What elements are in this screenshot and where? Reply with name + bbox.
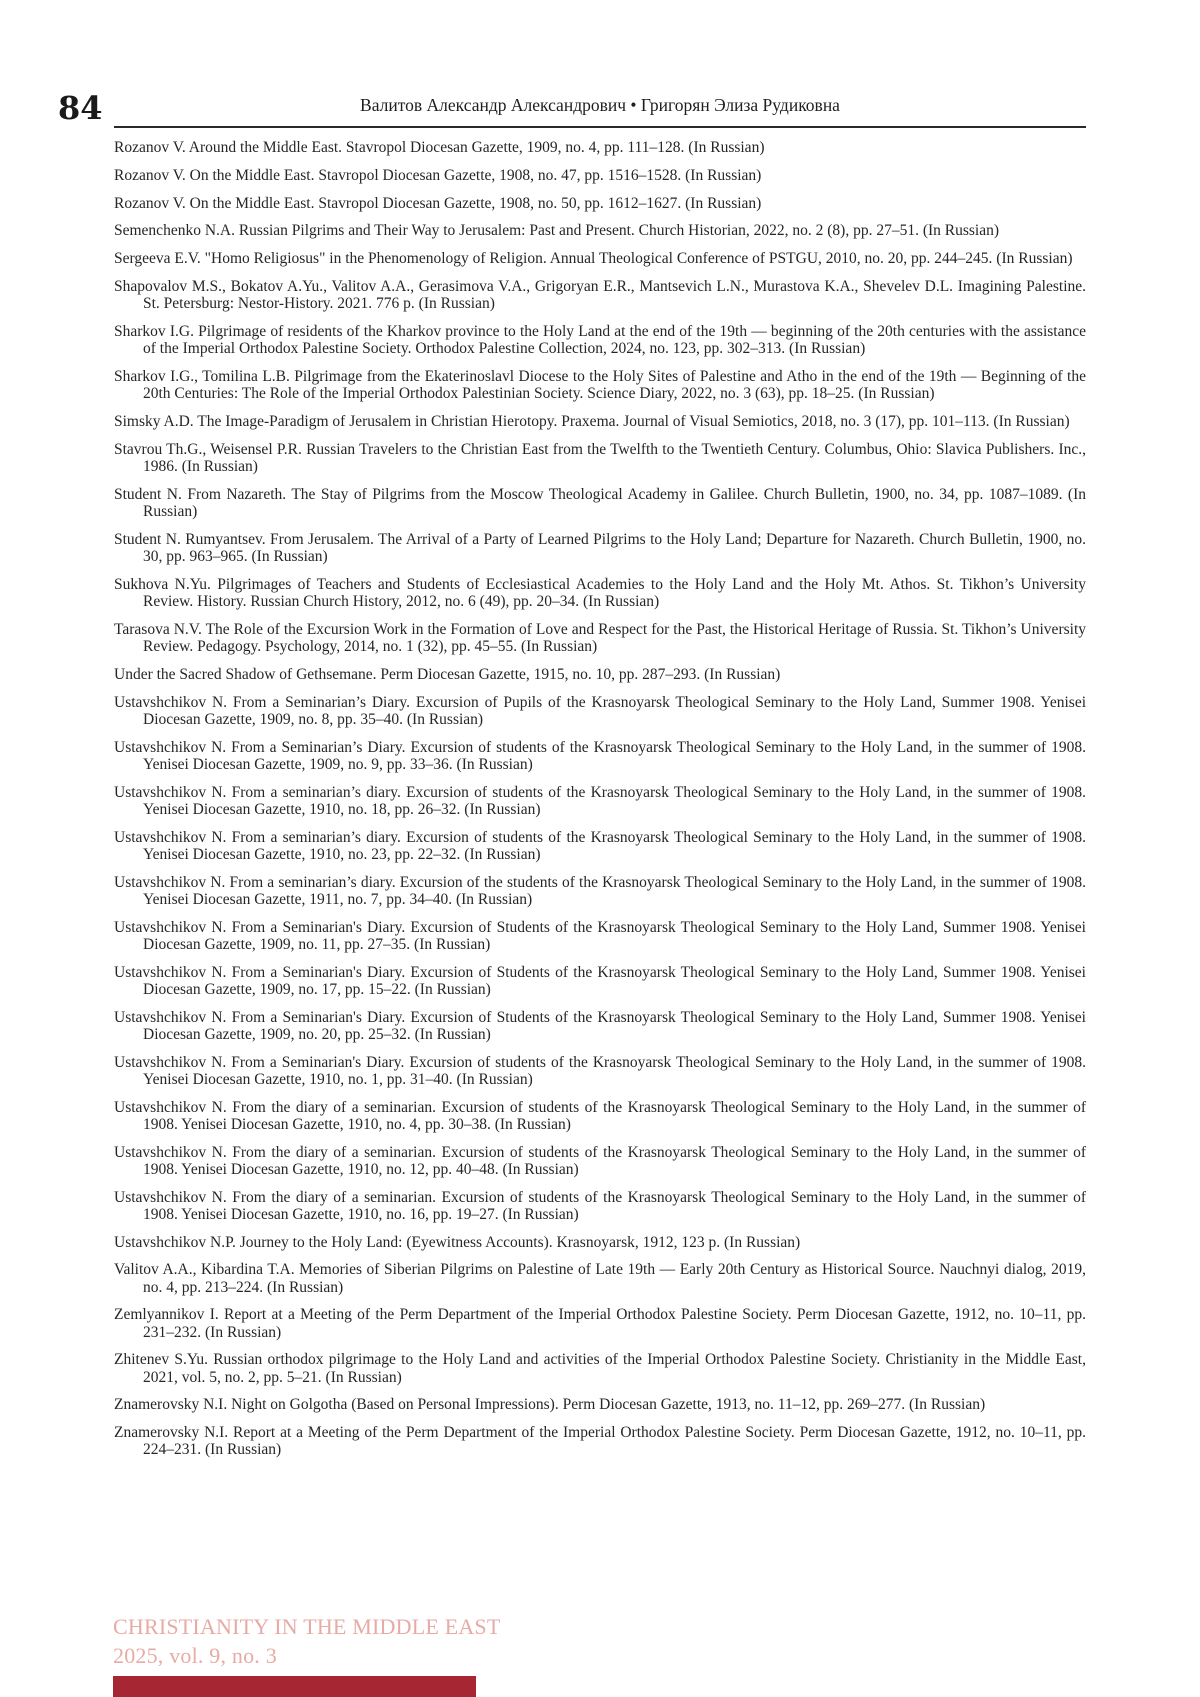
reference-list xyxy=(114,139,1086,1469)
reference-item: Ustavshchikov N. From a Seminarian's Diary. Excursion of Students of the Krasnoyarsk Theological Seminary to the Holy Land, Summer 1908. Yenisei Diocesan Gazette, 1909, no. 11, pp. 27–35. (In Russian) xyxy=(114,919,1086,953)
page-number: 84 xyxy=(58,92,103,124)
reference-item: Ustavshchikov N. From a seminarian’s diary. Excursion of students of the Krasnoyarsk Theological Seminary to the Holy Land, in the summer of 1908. Yenisei Diocesan Gazette, 1910, no. 23, pp. 22–32. (In Russian) xyxy=(114,829,1086,863)
reference-item: Ustavshchikov N. From a Seminarian's Diary. Excursion of Students of the Krasnoyarsk Theological Seminary to the Holy Land, Summer 1908. Yenisei Diocesan Gazette, 1909, no. 20, pp. 25–32. (In Russian) xyxy=(114,1009,1086,1043)
reference-item: Sukhova N.Yu. Pilgrimages of Teachers and Students of Ecclesiastical Academies to the Holy Land and the Holy Mt. Athos. St. Tikhon’s University Review. History. Russian Church History, 2012, no. 6 (49), pp. 20–34. (In Russian) xyxy=(114,576,1086,610)
reference-item: Rozanov V. Around the Middle East. Stavropol Diocesan Gazette, 1909, no. 4, pp. 111–128. (In Russian) xyxy=(114,139,1086,156)
footer-journal-info xyxy=(113,1612,501,1670)
reference-item: Student N. From Nazareth. The Stay of Pilgrims from the Moscow Theological Academy in Galilee. Church Bulletin, 1900, no. 34, pp. 1087–1089. (In Russian) xyxy=(114,486,1086,520)
footer-color-bar xyxy=(113,1676,476,1697)
reference-item: Zemlyannikov I. Report at a Meeting of the Perm Department of the Imperial Orthodox Palestine Society. Perm Diocesan Gazette, 1912, no. 10–11, pp. 231–232. (In Russian) xyxy=(114,1306,1086,1340)
reference-item: Ustavshchikov N. From the diary of a seminarian. Excursion of students of the Krasnoyarsk Theological Seminary to the Holy Land, in the summer of 1908. Yenisei Diocesan Gazette, 1910, no. 4, pp. 30–38. (In Russian) xyxy=(114,1099,1086,1133)
reference-item: Zhitenev S.Yu. Russian orthodox pilgrimage to the Holy Land and activities of the Imperial Orthodox Palestine Society. Christianity in the Middle East, 2021, vol. 5, no. 2, pp. 5–21. (In Russian) xyxy=(114,1351,1086,1385)
reference-item: Rozanov V. On the Middle East. Stavropol Diocesan Gazette, 1908, no. 50, pp. 1612–1627. (In Russian) xyxy=(114,195,1086,212)
reference-item: Shapovalov M.S., Bokatov A.Yu., Valitov A.A., Gerasimova V.A., Grigoryan E.R., Mantsevich L.N., Murastova K.A., Shevelev D.L. Imagining Palestine. St. Petersburg: Nestor-History. 2021. 776 p. (In Russian) xyxy=(114,278,1086,312)
reference-item: Ustavshchikov N. From the diary of a seminarian. Excursion of students of the Krasnoyarsk Theological Seminary to the Holy Land, in the summer of 1908. Yenisei Diocesan Gazette, 1910, no. 16, pp. 19–27. (In Russian) xyxy=(114,1189,1086,1223)
reference-item: Sharkov I.G. Pilgrimage of residents of the Kharkov province to the Holy Land at the end of the 19th — beginning of the 20th centuries with the assistance of the Imperial Orthodox Palestine Society. Orthodox Palestine Collection, 2024, no. 123, pp. 302–313. (In Russian) xyxy=(114,323,1086,357)
reference-item: Ustavshchikov N. From a Seminarian’s Diary. Excursion of Pupils of the Krasnoyarsk Theological Seminary to the Holy Land, Summer 1908. Yenisei Diocesan Gazette, 1909, no. 8, pp. 35–40. (In Russian) xyxy=(114,694,1086,728)
reference-item: Ustavshchikov N. From a Seminarian's Diary. Excursion of students of the Krasnoyarsk Theological Seminary to the Holy Land, in the summer of 1908. Yenisei Diocesan Gazette, 1910, no. 1, pp. 31–40. (In Russian) xyxy=(114,1054,1086,1088)
reference-item: Sergeeva E.V. "Homo Religiosus" in the Phenomenology of Religion. Annual Theological Conference of PSTGU, 2010, no. 20, pp. 244–245. (In Russian) xyxy=(114,250,1086,267)
header-rule xyxy=(114,126,1086,128)
reference-item: Tarasova N.V. The Role of the Excursion Work in the Formation of Love and Respect for the Past, the Historical Heritage of Russia. St. Tikhon’s University Review. Pedagogy. Psychology, 2014, no. 1 (32), pp. 45–55. (In Russian) xyxy=(114,621,1086,655)
reference-item: Sharkov I.G., Tomilina L.B. Pilgrimage from the Ekaterinoslavl Diocese to the Holy Sites of Palestine and Atho in the end of the 19th — Beginning of the 20th Centuries: The Role of the Imperial Orthodox Palestinian Society. Science Diary, 2022, no. 3 (63), pp. 18–25. (In Russian) xyxy=(114,368,1086,402)
reference-item: Znamerovsky N.I. Night on Golgotha (Based on Personal Impressions). Perm Diocesan Gazette, 1913, no. 11–12, pp. 269–277. (In Russian) xyxy=(114,1396,1086,1413)
reference-item: Ustavshchikov N. From a seminarian’s diary. Excursion of the students of the Krasnoyarsk Theological Seminary to the Holy Land, in the summer of 1908. Yenisei Diocesan Gazette, 1911, no. 7, pp. 34–40. (In Russian) xyxy=(114,874,1086,908)
reference-item: Valitov A.A., Kibardina T.A. Memories of Siberian Pilgrims on Palestine of Late 19th — Early 20th Century as Historical Source. Nauchnyi dialog, 2019, no. 4, pp. 213–224. (In Russian) xyxy=(114,1261,1086,1295)
footer-journal-title: CHRISTIANITY IN THE MIDDLE EAST xyxy=(113,1612,501,1641)
reference-item: Rozanov V. On the Middle East. Stavropol Diocesan Gazette, 1908, no. 47, pp. 1516–1528. (In Russian) xyxy=(114,167,1086,184)
reference-item: Ustavshchikov N. From a Seminarian’s Diary. Excursion of students of the Krasnoyarsk Theological Seminary to the Holy Land, in the summer of 1908. Yenisei Diocesan Gazette, 1909, no. 9, pp. 33–36. (In Russian) xyxy=(114,739,1086,773)
reference-item: Stavrou Th.G., Weisensel P.R. Russian Travelers to the Christian East from the Twelfth to the Twentieth Century. Columbus, Ohio: Slavica Publishers. Inc., 1986. (In Russian) xyxy=(114,441,1086,475)
running-header-authors: Валитов Александр Александрович • Григорян Элиза Рудиковна xyxy=(114,94,1086,116)
reference-item: Ustavshchikov N. From a Seminarian's Diary. Excursion of Students of the Krasnoyarsk Theological Seminary to the Holy Land, Summer 1908. Yenisei Diocesan Gazette, 1909, no. 17, pp. 15–22. (In Russian) xyxy=(114,964,1086,998)
reference-item: Student N. Rumyantsev. From Jerusalem. The Arrival of a Party of Learned Pilgrims to the Holy Land; Departure for Nazareth. Church Bulletin, 1900, no. 30, pp. 963–965. (In Russian) xyxy=(114,531,1086,565)
reference-item: Znamerovsky N.I. Report at a Meeting of the Perm Department of the Imperial Orthodox Palestine Society. Perm Diocesan Gazette, 1912, no. 10–11, pp. 224–231. (In Russian) xyxy=(114,1424,1086,1458)
reference-item: Under the Sacred Shadow of Gethsemane. Perm Diocesan Gazette, 1915, no. 10, pp. 287–293. (In Russian) xyxy=(114,666,1086,683)
reference-item: Ustavshchikov N. From the diary of a seminarian. Excursion of students of the Krasnoyarsk Theological Seminary to the Holy Land, in the summer of 1908. Yenisei Diocesan Gazette, 1910, no. 12, pp. 40–48. (In Russian) xyxy=(114,1144,1086,1178)
reference-item: Ustavshchikov N.P. Journey to the Holy Land: (Eyewitness Accounts). Krasnoyarsk, 1912, 123 p. (In Russian) xyxy=(114,1234,1086,1251)
footer-journal-issue: 2025, vol. 9, no. 3 xyxy=(113,1641,501,1670)
reference-item: Semenchenko N.A. Russian Pilgrims and Their Way to Jerusalem: Past and Present. Church Historian, 2022, no. 2 (8), pp. 27–51. (In Russian) xyxy=(114,222,1086,239)
reference-item: Simsky A.D. The Image-Paradigm of Jerusalem in Christian Hierotopy. Praxema. Journal of Visual Semiotics, 2018, no. 3 (17), pp. 101–113. (In Russian) xyxy=(114,413,1086,430)
reference-item: Ustavshchikov N. From a seminarian’s diary. Excursion of students of the Krasnoyarsk Theological Seminary to the Holy Land, in the summer of 1908. Yenisei Diocesan Gazette, 1910, no. 18, pp. 26–32. (In Russian) xyxy=(114,784,1086,818)
